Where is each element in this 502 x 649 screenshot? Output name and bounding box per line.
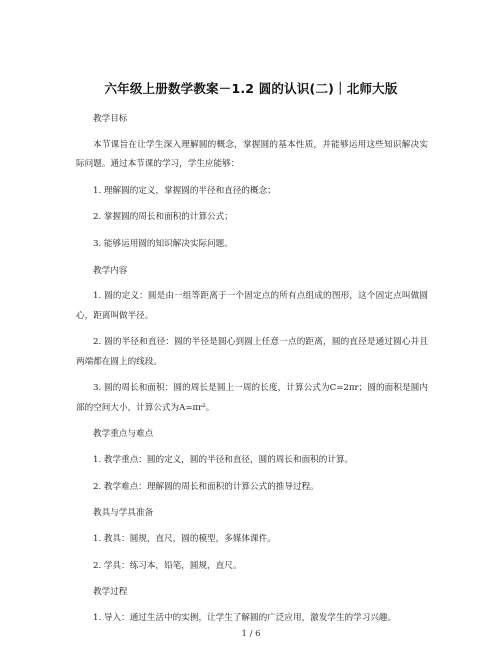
tools-item-1: 1. 教具：圆规，直尺，圆的模型，多媒体课件。 <box>93 534 276 545</box>
document-body <box>76 110 428 636</box>
objectives-item-1: 1. 理解圆的定义，掌握圆的半径和直径的概念； <box>93 185 276 196</box>
section-heading-key-points: 教学重点与难点 <box>93 429 154 440</box>
objectives-intro: 本节课旨在让学生深入理解圆的概念，掌握圆的基本性质，并能够运用这些知识解决实际问题。通过本节课的学习，学生应能够： <box>76 139 428 170</box>
tools-item-2: 2. 学具：练习本，铅笔，圆规，直尺。 <box>93 560 242 571</box>
content-item-3: 3. 圆的周长和面积：圆的周长是圆上一周的长度，计算公式为C=2πr；圆的面积是圆内部的空间大小，计算公式为A=πr²。 <box>76 383 428 413</box>
key-points-item-1: 1. 教学重点：圆的定义，圆的半径和直径，圆的周长和面积的计算。 <box>93 455 354 466</box>
document-title: 六年级上册数学教案－1.2 圆的认识(二)｜北师大版 <box>104 81 398 96</box>
section-heading-process: 教学过程 <box>93 587 128 598</box>
process-item-1: 1. 导入：通过生活中的实例，让学生了解圆的广泛应用，激发学生的学习兴趣。 <box>93 613 397 624</box>
section-heading-objectives: 教学目标 <box>93 114 128 124</box>
key-points-item-2: 2. 教学难点：理解圆的周长和面积的计算公式的推导过程。 <box>93 481 319 492</box>
objectives-item-3: 3. 能够运用圆的知识解决实际问题。 <box>93 238 233 249</box>
page-number: 1 / 6 <box>241 629 261 639</box>
section-heading-content: 教学内容 <box>93 265 128 276</box>
content-item-2: 2. 圆的半径和直径：圆的半径是圆心到圆上任意一点的距离，圆的直径是通过圆心并且两端都在圆上的线段。 <box>76 337 428 367</box>
section-heading-tools: 教具与学具准备 <box>93 508 154 519</box>
content-item-1: 1. 圆的定义：圆是由一组等距离于一个固定点的所有点组成的图形，这个固定点叫做圆心，距离叫做半径。 <box>76 291 428 321</box>
objectives-item-2: 2. 掌握圆的周长和面积的计算公式； <box>93 212 233 223</box>
